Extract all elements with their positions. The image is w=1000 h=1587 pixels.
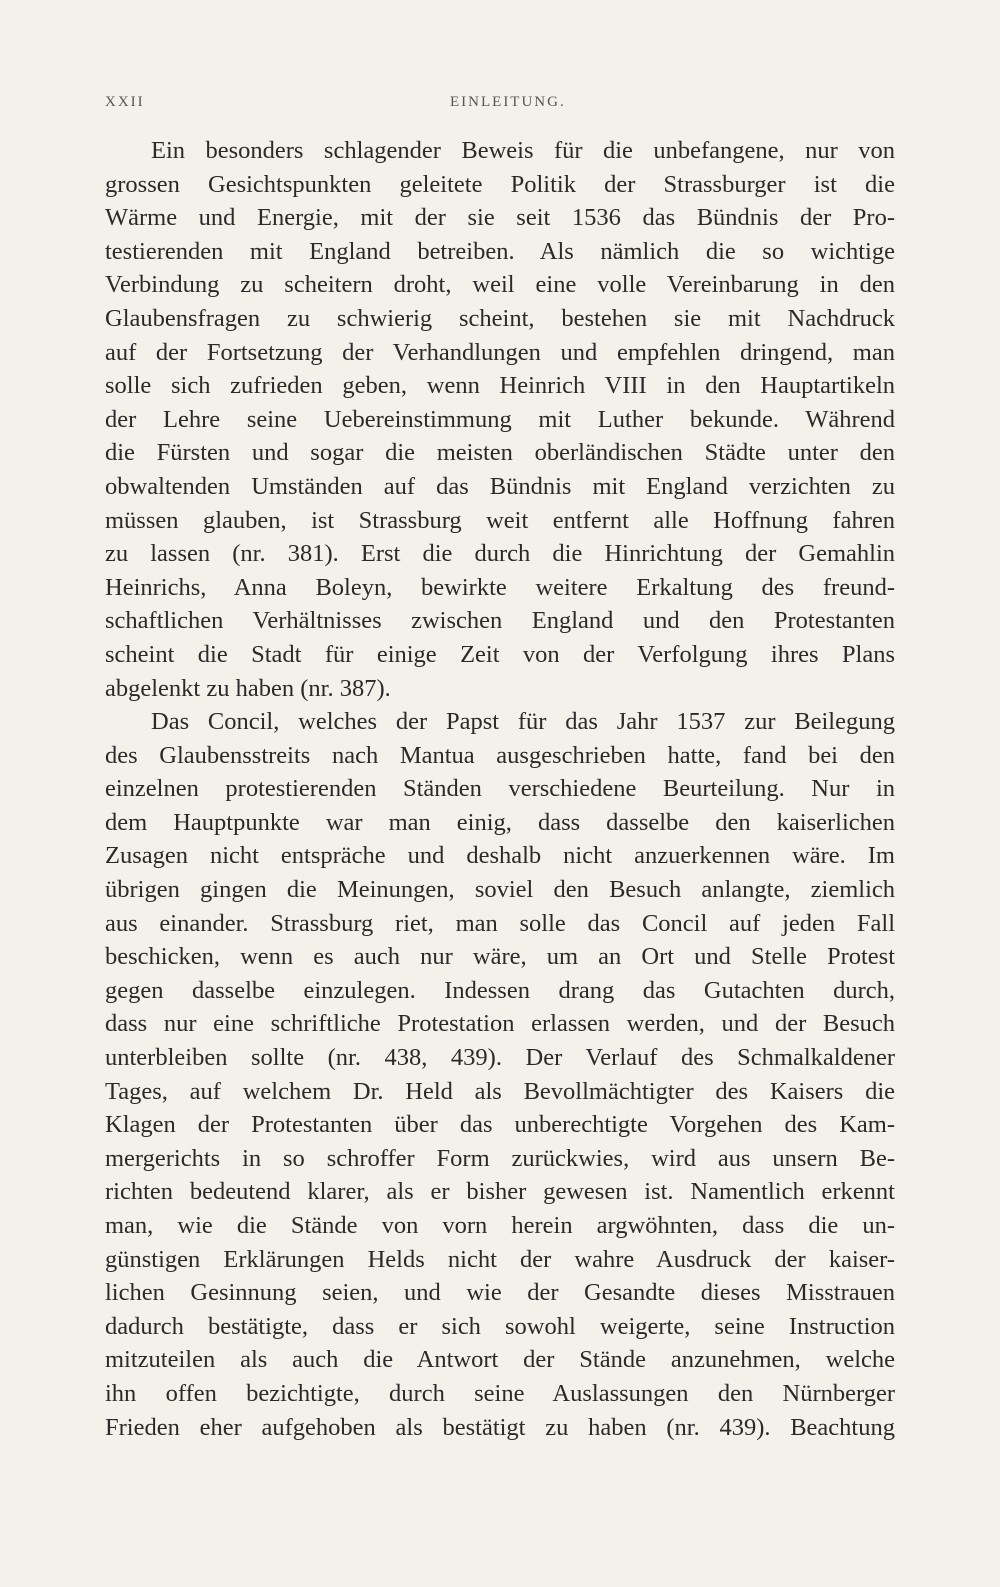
text-line: abgelenkt zu haben (nr. 387). xyxy=(105,674,391,702)
text-line: dadurch bestätigte, dass er sich sowohl weigerte, seine Instruction xyxy=(105,1312,895,1340)
text-line: auf der Fortsetzung der Verhandlungen und empfehlen dringend, man xyxy=(105,338,895,366)
text-line: Verbindung zu scheitern droht, weil eine volle Vereinbarung in den xyxy=(105,271,895,299)
text-line: Zusagen nicht entspräche und deshalb nicht anzuerkennen wäre. Im xyxy=(105,842,895,870)
text-line: günstigen Erklärungen Helds nicht der wahre Ausdruck der kaiser- xyxy=(105,1245,895,1273)
text-line: des Glaubensstreits nach Mantua ausgeschrieben hatte, fand bei den xyxy=(105,741,895,769)
text-line: Glaubensfragen zu schwierig scheint, bestehen sie mit Nachdruck xyxy=(105,304,895,332)
text-line: man, wie die Stände von vorn herein argwöhnten, dass die un- xyxy=(105,1212,895,1239)
text-line: müssen glauben, ist Strassburg weit entfernt alle Hoffnung fahren xyxy=(105,506,895,534)
text-line: der Lehre seine Uebereinstimmung mit Luther bekunde. Während xyxy=(105,405,895,433)
text-line: aus einander. Strassburg riet, man solle das Concil auf jeden Fall xyxy=(105,909,895,937)
text-line: dem Hauptpunkte war man einig, dass dasselbe den kaiserlichen xyxy=(105,808,895,836)
text-line: zu lassen (nr. 381). Erst die durch die Hinrichtung der Gemahlin xyxy=(105,540,895,568)
text-line: grossen Gesichtspunkten geleitete Politik der Strassburger ist die xyxy=(105,170,895,198)
text-line: ihn offen bezichtigte, durch seine Auslassungen den Nürnberger xyxy=(105,1379,895,1407)
text-line: Ein besonders schlagender Beweis für die unbefangene, nur von xyxy=(151,137,895,164)
text-line: übrigen gingen die Meinungen, soviel den Besuch anlangte, ziemlich xyxy=(105,876,895,904)
body-text xyxy=(105,134,895,1444)
text-line: testierenden mit England betreiben. Als nämlich die so wichtige xyxy=(105,237,895,265)
text-line: gegen dasselbe einzulegen. Indessen drang das Gutachten durch, xyxy=(105,976,895,1004)
text-line: solle sich zufrieden geben, wenn Heinrich VIII in den Hauptartikeln xyxy=(105,372,895,400)
text-line: schaftlichen Verhältnisses zwischen England und den Protestanten xyxy=(105,607,895,635)
text-line: dass nur eine schriftliche Protestation erlassen werden, und der Besuch xyxy=(105,1010,895,1038)
running-head: EINLEITUNG. xyxy=(450,94,566,110)
text-line: Klagen der Protestanten über das unberechtigte Vorgehen des Kam- xyxy=(105,1111,895,1139)
text-line: obwaltenden Umständen auf das Bündnis mit England verzichten zu xyxy=(105,472,895,500)
text-line: Tages, auf welchem Dr. Held als Bevollmächtigter des Kaisers die xyxy=(105,1077,895,1105)
text-line: mergerichts in so schroffer Form zurückwies, wird aus unsern Be- xyxy=(105,1144,895,1172)
page-header xyxy=(105,94,895,116)
text-line: Frieden eher aufgehoben als bestätigt zu haben (nr. 439). Beachtung xyxy=(105,1413,895,1441)
text-line: unterbleiben sollte (nr. 438, 439). Der Verlauf des Schmalkaldener xyxy=(105,1044,895,1072)
text-line: Das Concil, welches der Papst für das Jahr 1537 zur Beilegung xyxy=(151,708,895,736)
page-number: XXII xyxy=(105,94,145,110)
text-line: beschicken, wenn es auch nur wäre, um an Ort und Stelle Protest xyxy=(105,943,895,971)
text-line: die Fürsten und sogar die meisten oberländischen Städte unter den xyxy=(105,439,895,467)
text-line: lichen Gesinnung seien, und wie der Gesandte dieses Misstrauen xyxy=(105,1279,895,1307)
text-line: mitzuteilen als auch die Antwort der Stände anzunehmen, welche xyxy=(105,1346,895,1374)
text-line: einzelnen protestierenden Ständen verschiedene Beurteilung. Nur in xyxy=(105,775,895,803)
text-line: Wärme und Energie, mit der sie seit 1536 das Bündnis der Pro- xyxy=(105,204,895,232)
text-line: Heinrichs, Anna Boleyn, bewirkte weitere Erkaltung des freund- xyxy=(105,573,895,601)
text-line: scheint die Stadt für einige Zeit von der Verfolgung ihres Plans xyxy=(105,640,895,668)
text-line: richten bedeutend klarer, als er bisher gewesen ist. Namentlich erkennt xyxy=(105,1178,895,1206)
